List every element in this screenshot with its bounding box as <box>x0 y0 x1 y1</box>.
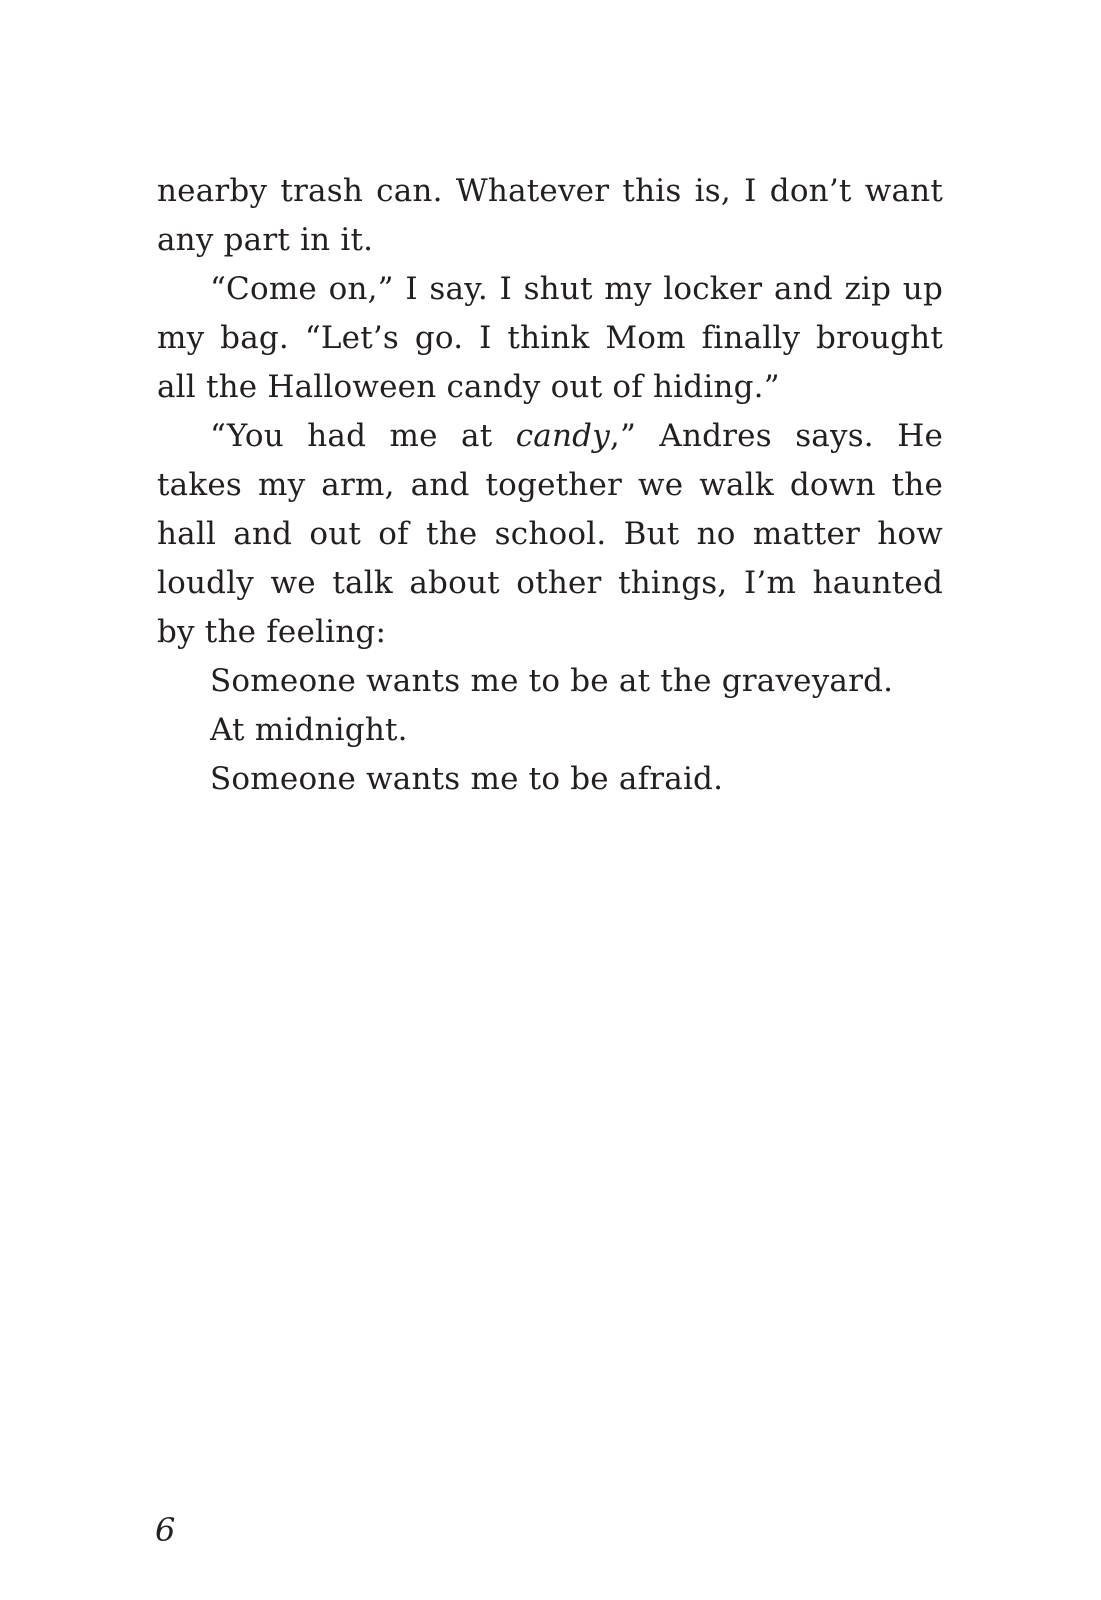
paragraph-3-end: ,” Andres says. He takes my arm, and together we walk down the hall and out of the school. But no matter how loudly we talk about other things, I’m haunted by the feeling: <box>157 418 944 650</box>
paragraph-4: Someone wants me to be at the graveyard. <box>210 663 894 699</box>
paragraph-6: Someone wants me to be afraid. <box>210 761 724 797</box>
paragraph-3-start: “You had me at <box>210 418 516 454</box>
page-number: 6 <box>155 1511 176 1549</box>
paragraph-3 <box>157 412 943 657</box>
italic-word-candy: candy <box>515 418 610 454</box>
body-text <box>157 167 943 804</box>
paragraph-5: At midnight. <box>210 712 408 748</box>
paragraph-1: nearby trash can. Whatever this is, I don’t want any part in it. <box>157 173 943 258</box>
paragraph-2: “Come on,” I say. I shut my locker and zip up my bag. “Let’s go. I think Mom finally brought all the Halloween candy out of hiding.” <box>157 271 943 405</box>
